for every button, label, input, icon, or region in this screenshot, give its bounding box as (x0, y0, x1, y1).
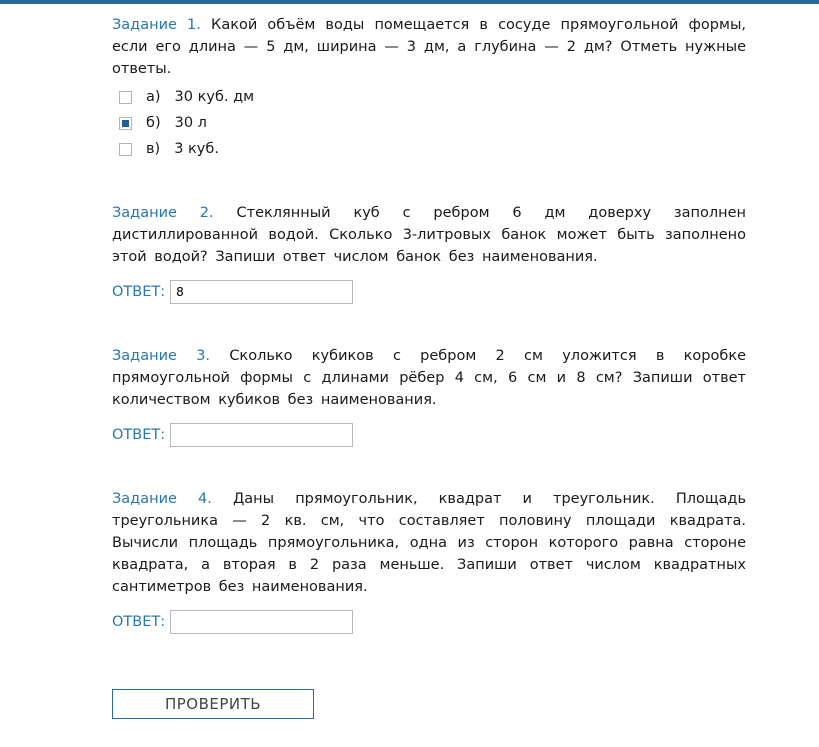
task-3-text: Сколько кубиков с ребром 2 см уложится в коробке прямоугольной формы с длинами рёбер 4 см, 6 см и 8 см? Запиши ответ количеством кубиков без наименования. (112, 348, 746, 408)
task-4-answer-input[interactable] (170, 610, 353, 634)
checkbox-a[interactable] (119, 91, 132, 104)
task-3-question (112, 345, 746, 411)
task-4-answer-row (112, 610, 746, 634)
top-bar (0, 0, 819, 4)
task-1-question (112, 14, 746, 80)
option-c-text: 3 куб. (174, 141, 219, 157)
task-2-answer-row (112, 280, 746, 304)
task-4-answer-label: ОТВЕТ: (112, 614, 166, 630)
task-1-label: Задание 1. (112, 17, 201, 33)
task-1-text: Какой объём воды помещается в сосуде прямоугольной формы, если его длина — 5 дм, ширина — 3 дм, а глубина — 2 дм? Отметь нужные ответы. (112, 17, 747, 77)
task-1-options (112, 84, 746, 162)
task-3-answer-label: ОТВЕТ: (112, 427, 166, 443)
task-4-text: Даны прямоугольник, квадрат и треугольник. Площадь треугольника — 2 кв. см, что составляет половину площади квадрата. Вычисли площадь прямоугольника, одна из сторон которого равна стороне квадрата, а вторая в 2 раза меньше. Запиши ответ числом квадратных сантиметров без наименования. (112, 491, 746, 595)
task-3-answer-row (112, 423, 746, 447)
task-2-answer-input[interactable] (170, 280, 353, 304)
task-3-label: Задание 3. (112, 348, 211, 364)
option-a[interactable] (112, 84, 746, 110)
checkbox-c[interactable] (119, 143, 132, 156)
task-2-question (112, 202, 746, 268)
check-button[interactable]: ПРОВЕРИТЬ (112, 689, 314, 719)
task-4 (112, 488, 746, 634)
task-3 (112, 345, 746, 447)
task-1 (112, 14, 746, 162)
option-b[interactable] (112, 110, 746, 136)
option-c[interactable] (112, 136, 746, 162)
task-2-answer-label: ОТВЕТ: (112, 284, 166, 300)
task-2 (112, 202, 746, 304)
task-4-question (112, 488, 746, 598)
option-b-letter: б) (146, 115, 161, 131)
task-3-answer-input[interactable] (170, 423, 353, 447)
checkbox-b[interactable] (119, 117, 132, 130)
task-2-text: Стеклянный куб с ребром 6 дм доверху заполнен дистиллированной водой. Сколько 3-литровых банок может быть заполнено этой водой? Запиши ответ числом банок без наименования. (112, 205, 746, 265)
option-a-letter: а) (146, 89, 161, 105)
option-b-text: 30 л (174, 115, 207, 131)
task-2-label: Задание 2. (112, 205, 214, 221)
tasks-container (112, 14, 746, 634)
option-a-text: 30 куб. дм (174, 89, 255, 105)
task-4-label: Задание 4. (112, 491, 212, 507)
option-c-letter: в) (146, 141, 161, 157)
